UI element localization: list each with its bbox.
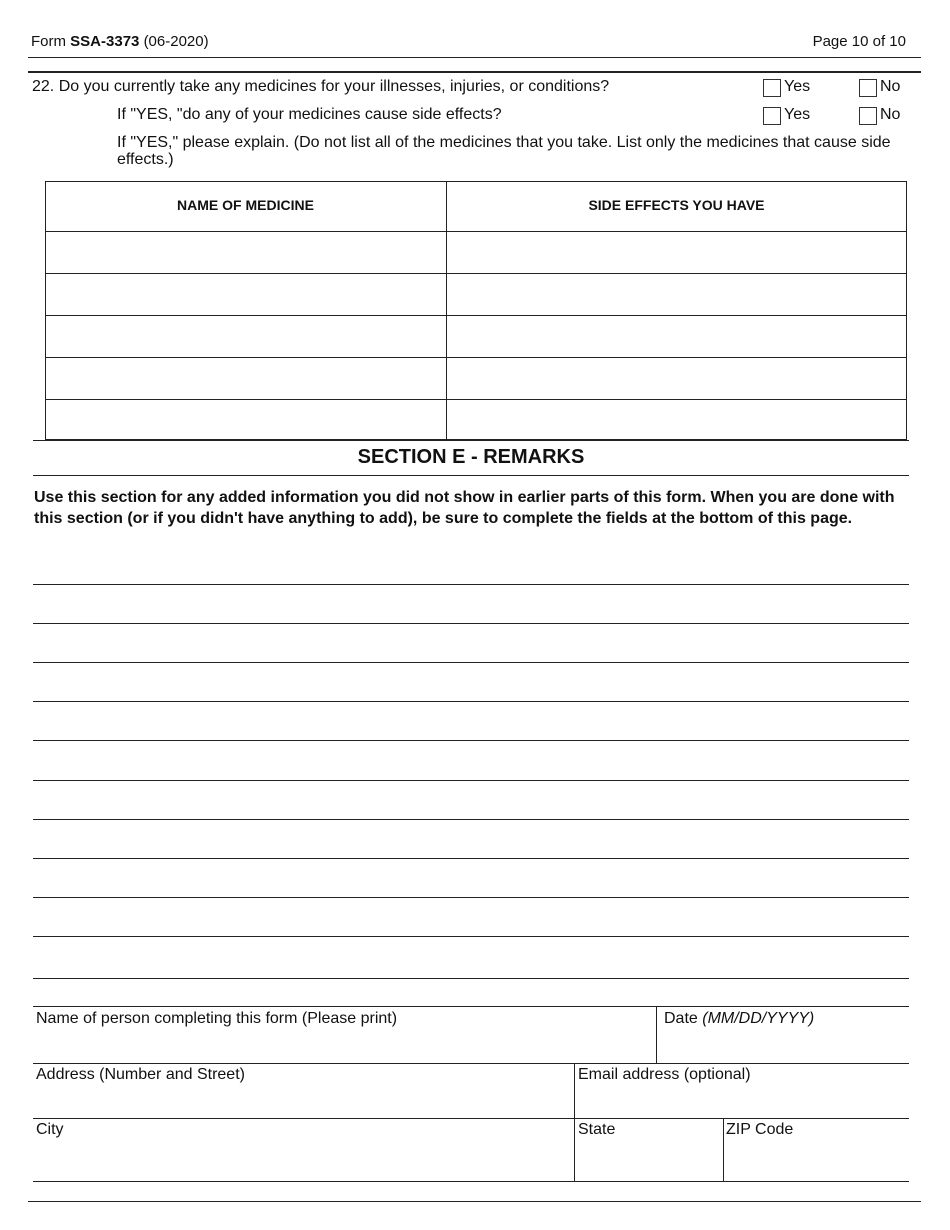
footer-fields-top-rule <box>33 1006 909 1007</box>
q22-yes-checkbox[interactable] <box>763 79 781 97</box>
address-field[interactable] <box>34 1086 572 1117</box>
remarks-line <box>33 780 909 781</box>
zip-field-label: ZIP Code <box>726 1121 794 1138</box>
medicine-name-field-5[interactable] <box>46 400 445 439</box>
date-format-hint: (MM/DD/YYYY) <box>702 1010 815 1027</box>
remarks-line <box>33 740 909 741</box>
footer-row-rule <box>33 1063 909 1064</box>
name-date-divider <box>656 1006 657 1063</box>
state-field-label: State <box>578 1121 616 1138</box>
medicine-name-field-4[interactable] <box>46 358 445 398</box>
remarks-line <box>33 897 909 898</box>
remarks-line <box>33 858 909 859</box>
name-field-label: Name of person completing this form (Please print) <box>36 1010 398 1027</box>
section-e-title: SECTION E - REMARKS <box>357 446 585 468</box>
side-effects-field-2[interactable] <box>447 274 906 314</box>
col-header-medicine-name: NAME OF MEDICINE <box>177 197 314 213</box>
side-effects-yes-label: Yes <box>784 106 811 123</box>
section-title-rule <box>33 475 909 476</box>
side-effects-yes-checkbox[interactable] <box>763 107 781 125</box>
city-field[interactable] <box>34 1141 572 1180</box>
form-date: (06-2020) <box>143 33 209 50</box>
date-label-text: Date <box>664 1010 698 1027</box>
side-effects-field-4[interactable] <box>447 358 906 398</box>
date-field[interactable] <box>658 1030 908 1062</box>
date-field-label <box>664 1010 814 1028</box>
question-top-rule <box>28 71 921 73</box>
question-22-explain: If "YES," please explain. (Do not list all of the medicines that you take. List only the medicines that cause side effects.) <box>117 134 891 168</box>
header-divider <box>28 57 921 58</box>
name-field[interactable] <box>34 1030 654 1062</box>
remarks-line <box>33 701 909 702</box>
section-top-rule <box>33 440 909 441</box>
footer-row-rule <box>33 1118 909 1119</box>
remarks-line <box>33 584 909 585</box>
city-field-label: City <box>36 1121 64 1138</box>
side-effects-no-checkbox[interactable] <box>859 107 877 125</box>
remarks-line <box>33 662 909 663</box>
remarks-line <box>33 819 909 820</box>
medicine-name-field-3[interactable] <box>46 316 445 356</box>
q22-no-checkbox[interactable] <box>859 79 877 97</box>
question-22-followup: If "YES, "do any of your medicines cause side effects? <box>117 106 502 123</box>
form-prefix: Form <box>31 33 66 50</box>
side-effects-field-1[interactable] <box>447 232 906 272</box>
side-effects-no-label: No <box>880 106 901 123</box>
remarks-line <box>33 978 909 979</box>
col-header-side-effects: SIDE EFFECTS YOU HAVE <box>588 197 765 213</box>
state-field[interactable] <box>576 1141 722 1180</box>
medicine-name-field-1[interactable] <box>46 232 445 272</box>
address-email-divider <box>574 1063 575 1181</box>
q22-no-label: No <box>880 78 901 95</box>
remarks-line <box>33 936 909 937</box>
state-zip-divider <box>723 1118 724 1181</box>
page-number: Page 10 of 10 <box>812 33 906 50</box>
medicine-name-field-2[interactable] <box>46 274 445 314</box>
side-effects-field-3[interactable] <box>447 316 906 356</box>
zip-field[interactable] <box>725 1141 908 1180</box>
q22-yes-label: Yes <box>784 78 811 95</box>
question-22-text: 22. Do you currently take any medicines for your illnesses, injuries, or conditions? <box>32 78 610 95</box>
side-effects-field-5[interactable] <box>447 400 906 439</box>
form-identifier <box>31 33 209 50</box>
remarks-line <box>33 623 909 624</box>
address-field-label: Address (Number and Street) <box>36 1066 245 1083</box>
email-field[interactable] <box>576 1086 908 1117</box>
email-field-label: Email address (optional) <box>578 1066 751 1083</box>
form-number: SSA-3373 <box>70 33 140 50</box>
footer-row-rule <box>33 1181 909 1182</box>
remarks-instructions: Use this section for any added information you did not show in earlier parts of this form. When you are done with this section (or if you didn't have anything to add), be sure to complete the fields at the bottom of this page. <box>34 489 895 527</box>
page-bottom-rule <box>28 1201 921 1202</box>
